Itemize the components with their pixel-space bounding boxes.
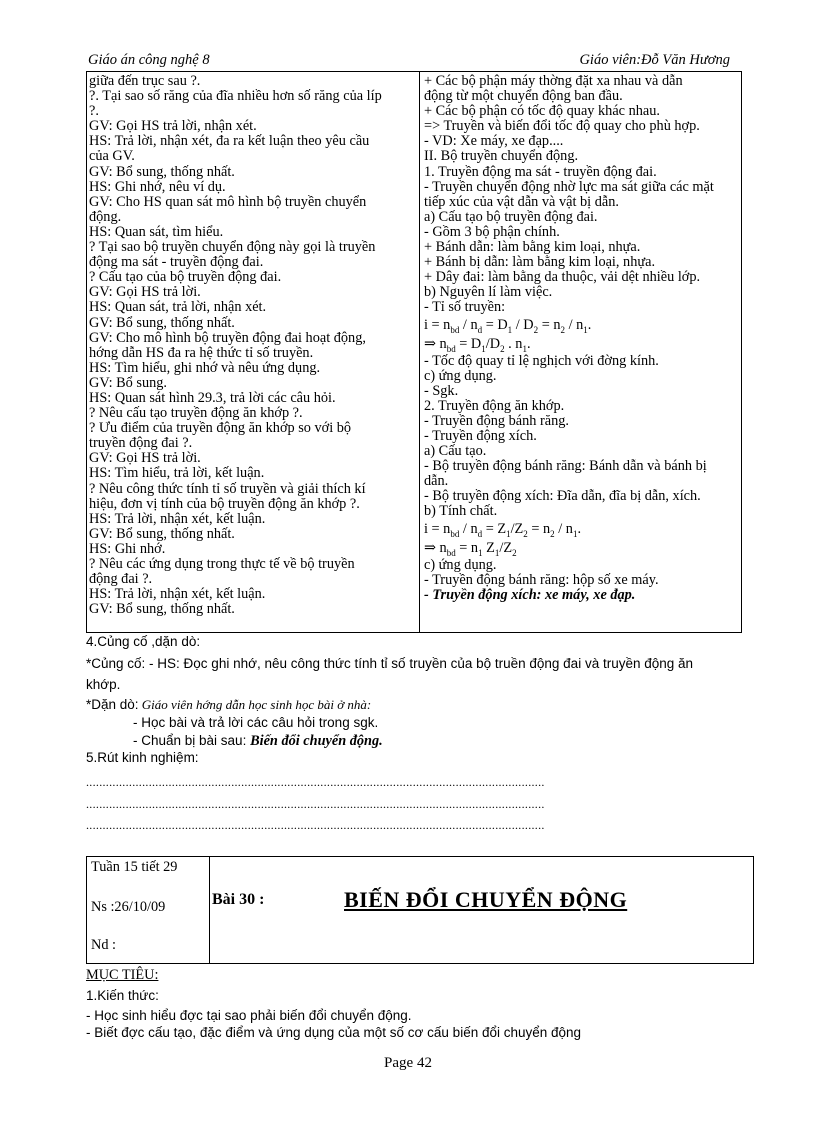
cc-text: - HS: Đọc ghi nhớ, nêu công thức tính tỉ số truyền của bộ truền động đai và truyền động ăn bbox=[145, 656, 694, 671]
activity-line: ? Nêu công thức tính tỉ số truyền và giải thích kí bbox=[89, 481, 366, 497]
formula-sub: 1 bbox=[583, 324, 588, 335]
formula-sub: 2 bbox=[560, 324, 565, 335]
activity-line: HS: Trả lời, nhận xét, kết luận. bbox=[89, 587, 266, 603]
content-line: + Bánh bị dẫn: làm bằng kim loại, nhựa. bbox=[424, 255, 656, 271]
objective-item: - Biết đợc cấu tạo, đặc điểm và ứng dụng của một số cơ cấu biến đổi chuyển động bbox=[86, 1025, 582, 1040]
content-line: - Gồm 3 bộ phận chính. bbox=[424, 224, 560, 240]
activity-line: GV: Bổ sung, thống nhất. bbox=[89, 526, 235, 542]
page-number: Page 42 bbox=[384, 1055, 432, 1071]
consolidate-line bbox=[86, 656, 693, 671]
activity-line: HS: Quan sát, trả lời, nhận xét. bbox=[89, 300, 267, 316]
content-line: - Tốc độ quay tỉ lệ nghịch với đờng kính. bbox=[424, 353, 659, 369]
activity-line: HS: Trả lời, nhận xét, đa ra kết luận theo yêu cầu bbox=[89, 134, 370, 150]
activity-line: ? Nêu các ứng dụng trong thực tế về bộ truyền bbox=[89, 557, 355, 572]
lesson-number: Bài 30 : bbox=[212, 891, 265, 908]
formula-line bbox=[424, 539, 739, 558]
formula-part: = D bbox=[482, 316, 508, 333]
formula-part: = D bbox=[455, 335, 482, 352]
activity-line: GV: Cho HS quan sát mô hình bộ truyền chuyển bbox=[89, 194, 367, 210]
formula-sub: 1 bbox=[522, 343, 527, 354]
content-line: - Bộ truyền động bánh răng: Bánh dẫn và bánh bị bbox=[424, 459, 707, 475]
cc-label: *Củng cố: bbox=[86, 656, 146, 671]
activity-line: HS: Trả lời, nhận xét, kết luận. bbox=[89, 511, 266, 527]
activity-line: GV: Gọi HS trả lời. bbox=[89, 285, 201, 301]
dd-text: Giáo viên hớng dẫn học sinh học bài ở nhà: bbox=[138, 697, 372, 712]
activity-line: ? Cấu tạo của bộ truyền động đai. bbox=[89, 270, 282, 286]
dd-label: *Dặn dò: bbox=[86, 697, 139, 712]
homework-line bbox=[86, 697, 371, 714]
formula-sub: d bbox=[477, 528, 483, 539]
formula-part: / n bbox=[459, 316, 478, 333]
formula-part: = Z bbox=[482, 520, 507, 537]
content-line: - VD: Xe máy, xe đạp.... bbox=[424, 134, 564, 150]
header-right: Giáo viên:Đỗ Văn Hương bbox=[579, 52, 730, 68]
activity-line: truyền động đai ?. bbox=[89, 436, 193, 452]
formula-part: i = n bbox=[424, 520, 451, 537]
content-line: a) Cấu tạo. bbox=[424, 444, 487, 460]
content-line: - Truyền động xích: xe máy, xe đạp. bbox=[424, 587, 636, 603]
objectives-heading: MỤC TIÊU: bbox=[86, 967, 159, 983]
nd-date: Nd : bbox=[91, 937, 117, 953]
content-line: - Tỉ số truyền: bbox=[424, 300, 506, 316]
content-line: b) Tính chất. bbox=[424, 504, 498, 520]
activity-line: HS: Ghi nhớ. bbox=[89, 541, 166, 557]
formula-part: / D bbox=[512, 316, 534, 333]
activity-line: ? Ưu điểm của truyền động ăn khớp so với bộ bbox=[89, 421, 352, 437]
formula-part: /Z bbox=[510, 520, 524, 537]
formula-part: / n bbox=[554, 520, 573, 537]
formula-part: = n bbox=[455, 539, 479, 556]
experience-heading: 5.Rút kinh nghiệm: bbox=[86, 750, 199, 765]
formula-part: . bbox=[526, 335, 531, 352]
formula-part: Z bbox=[482, 539, 495, 556]
activity-line: HS: Tìm hiểu, trả lời, kết luận. bbox=[89, 466, 265, 482]
lesson-meta bbox=[87, 857, 210, 963]
formula-line bbox=[424, 335, 739, 354]
formula-line bbox=[424, 520, 739, 539]
formula-sub: d bbox=[477, 324, 483, 335]
dotted-line: ........................................................................................................................................... bbox=[86, 775, 545, 789]
content-line: + Các bộ phận máy thờng đặt xa nhau và dẫn bbox=[424, 74, 683, 89]
formula-sub: 1 bbox=[494, 547, 500, 558]
cc-text-cont: khớp. bbox=[86, 677, 121, 692]
dd-item-prefix: - Chuẩn bị bài sau: bbox=[133, 733, 251, 748]
content-line: II. Bộ truyền chuyển động. bbox=[424, 149, 579, 165]
formula-part: . bbox=[577, 520, 582, 537]
formula-sub: 1 bbox=[572, 528, 578, 539]
activity-line: hớng dẫn HS đa ra hệ thức tỉ số truyền. bbox=[89, 345, 314, 361]
activity-line: HS: Ghi nhớ, nêu ví dụ. bbox=[89, 179, 226, 195]
activity-line: HS: Quan sát, tìm hiểu. bbox=[89, 224, 224, 240]
activity-line: động. bbox=[89, 209, 122, 225]
formula-sub: bd bbox=[446, 547, 456, 558]
activity-line: ?. bbox=[89, 104, 99, 120]
activity-line: giữa đến trục sau ?. bbox=[89, 74, 201, 89]
content-column bbox=[420, 72, 741, 632]
teacher-student-column bbox=[87, 72, 420, 632]
content-line: c) ứng dụng. bbox=[424, 368, 497, 384]
dotted-line: ........................................................................................................................................... bbox=[86, 818, 545, 832]
content-line: + Bánh dẫn: làm bằng kim loại, nhựa. bbox=[424, 240, 641, 256]
dd-item: - Học bài và trả lời các câu hỏi trong sgk. bbox=[133, 715, 379, 730]
activity-line: GV: Bổ sung, thống nhất. bbox=[89, 602, 235, 618]
content-line: + Dây đai: làm bằng da thuộc, vải dệt nhiều lớp. bbox=[424, 270, 701, 286]
content-line: - Truyền chuyển động nhờ lực ma sát giữa các mặt bbox=[424, 179, 714, 195]
lesson-title: BIẾN ĐỔI CHUYỂN ĐỘNG bbox=[344, 887, 628, 912]
formula-sub: 2 bbox=[512, 547, 517, 558]
content-line: - Truyền động bánh răng. bbox=[424, 413, 569, 429]
formula-sub: 1 bbox=[506, 528, 511, 539]
activity-line: GV: Cho mô hình bộ truyền động đai hoạt động, bbox=[89, 330, 366, 346]
formula-sub: 1 bbox=[481, 343, 486, 354]
dotted-line: ........................................................................................................................................... bbox=[86, 797, 545, 811]
activity-line: động ma sát - truyền động đai. bbox=[89, 255, 264, 271]
formula-sub: bd bbox=[450, 324, 460, 335]
activity-line: HS: Quan sát hình 29.3, trả lời các câu hỏi. bbox=[89, 390, 336, 406]
activity-table bbox=[86, 71, 742, 633]
knowledge-heading: 1.Kiến thức: bbox=[86, 988, 159, 1003]
activity-line: GV: Bổ sung. bbox=[89, 375, 167, 391]
activity-line: GV: Gọi HS trả lời, nhận xét. bbox=[89, 119, 257, 135]
activity-line: ? Tại sao bộ truyền chuyển động này gọi là truyền bbox=[89, 240, 376, 256]
consolidate-heading: 4.Củng cố ,dặn dò: bbox=[86, 634, 201, 649]
activity-line: ? Nêu cấu tạo truyền động ăn khớp ?. bbox=[89, 406, 303, 422]
formula-sub: 1 bbox=[507, 324, 513, 335]
activity-line: HS: Tìm hiểu, ghi nhớ và nêu ứng dụng. bbox=[89, 360, 321, 376]
formula-part: n bbox=[435, 539, 447, 556]
content-line: => Truyền và biến đổi tốc độ quay cho phù hợp. bbox=[424, 119, 700, 135]
header-left: Giáo án công nghệ 8 bbox=[88, 52, 210, 68]
week-info: Tuần 15 tiết 29 bbox=[91, 859, 178, 875]
formula-sub: 2 bbox=[523, 528, 528, 539]
formula-part: /Z bbox=[499, 539, 513, 556]
activity-line: động đai ?. bbox=[89, 572, 153, 588]
ns-date: Ns :26/10/09 bbox=[91, 899, 166, 915]
formula-sub: 2 bbox=[550, 528, 555, 539]
next-lesson: Biến đổi chuyển động. bbox=[250, 733, 383, 749]
formula-part: / n bbox=[459, 520, 478, 537]
formula-part: / n bbox=[565, 316, 584, 333]
formula-part: . bbox=[587, 316, 592, 333]
content-line: c) ứng dụng. bbox=[424, 557, 497, 573]
content-line: dẫn. bbox=[424, 474, 449, 490]
formula-sub: 2 bbox=[533, 324, 539, 335]
page-header bbox=[88, 52, 730, 70]
implies-icon: ⇒ bbox=[424, 335, 436, 352]
activity-line: ?. Tại sao số răng của đĩa nhiều hơn số răng của líp bbox=[89, 89, 382, 105]
activity-line: của GV. bbox=[89, 149, 135, 165]
content-line: b) Nguyên lí làm việc. bbox=[424, 285, 553, 301]
formula-sub: 1 bbox=[478, 547, 483, 558]
formula-sub: bd bbox=[446, 343, 456, 354]
activity-line: GV: Bổ sung, thống nhất. bbox=[89, 164, 235, 180]
content-line: - Sgk. bbox=[424, 383, 459, 399]
content-line: tiếp xúc của vật dẫn và vật bị dẫn. bbox=[424, 194, 619, 210]
content-line: động từ một chuyển động ban đầu. bbox=[424, 89, 623, 105]
dd-item bbox=[133, 733, 383, 750]
right-column-lines bbox=[424, 74, 739, 603]
formula-part: . n bbox=[504, 335, 523, 352]
left-column-lines bbox=[89, 74, 417, 617]
formula-part: /D bbox=[485, 335, 501, 352]
formula-line bbox=[424, 316, 739, 335]
formula-part: n bbox=[435, 335, 447, 352]
formula-part: = n bbox=[538, 316, 561, 333]
formula-part: = n bbox=[527, 520, 551, 537]
content-line: 1. Truyền động ma sát - truyền động đai. bbox=[424, 164, 657, 180]
content-line: - Bộ truyền động xích: Đĩa dẫn, đĩa bị dẫn, xích. bbox=[424, 489, 701, 505]
formula-part: i = n bbox=[424, 316, 451, 333]
activity-line: GV: Bổ sung, thống nhất. bbox=[89, 315, 235, 331]
lesson-box bbox=[86, 856, 754, 964]
content-line: 2. Truyền động ăn khớp. bbox=[424, 398, 565, 414]
content-line: - Truyền động xích. bbox=[424, 428, 537, 444]
content-line: - Truyền động bánh răng: hộp số xe máy. bbox=[424, 572, 659, 588]
implies-icon: ⇒ bbox=[424, 539, 436, 556]
activity-line: GV: Gọi HS trả lời. bbox=[89, 451, 201, 467]
formula-sub: 2 bbox=[500, 343, 505, 354]
formula-sub: bd bbox=[450, 528, 460, 539]
content-line: + Các bộ phận có tốc độ quay khác nhau. bbox=[424, 104, 660, 120]
activity-line: hiệu, đơn vị tính của bộ truyền động ăn khớp ?. bbox=[89, 496, 360, 512]
content-line: a) Cấu tạo bộ truyền động đai. bbox=[424, 209, 598, 225]
objective-item: - Học sinh hiểu đợc tại sao phải biến đổi chuyển động. bbox=[86, 1008, 412, 1023]
